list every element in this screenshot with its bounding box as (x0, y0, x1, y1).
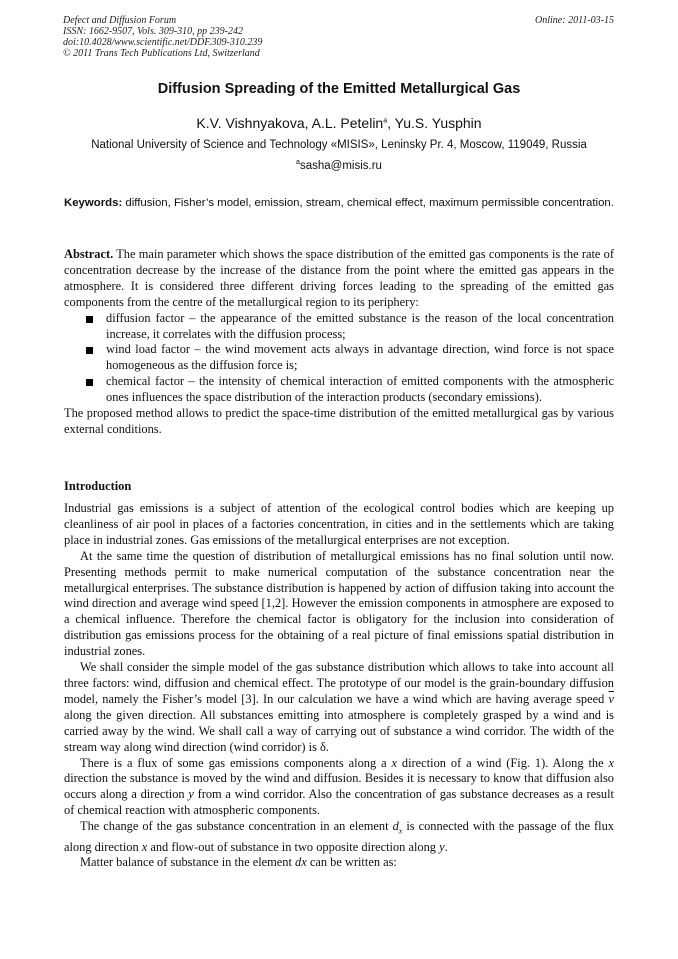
math-var: dx (295, 855, 307, 870)
authors-rest: , Yu.S. Yusphin (387, 115, 482, 131)
paper-title: Diffusion Spreading of the Emitted Metallurgical Gas (157, 81, 521, 97)
introduction-section (64, 501, 614, 871)
list-item (64, 311, 614, 343)
abstract-intro-text: The main parameter which shows the space distribution of the emitted gas components is the rate of concentration decrease by the increase of the distance from the point where the emitted gas appears in the atmosphere. It is considered three different driving forces leading to the spreading of the emitted gas components from the centre of the metallurgical region to its periphery: (64, 247, 614, 309)
list-item-text: chemical factor – the intensity of chemical interaction of emitted components with the atmospheric ones influences the space distribution of the interaction products (secondary emissions). (106, 374, 614, 405)
text-span: direction the substance is moved by the wind and diffusion. Besides it is necessary to know that diffusion also occurs along a direction (64, 771, 614, 802)
bullet-square-icon (86, 347, 93, 354)
text-span: and flow-out of substance in two opposite direction along (147, 839, 440, 854)
list-item-text: wind load factor – the wind movement acts always in advantage direction, wind force is not space homogeneous as the diffusion force is; (106, 342, 614, 373)
text-span: . (444, 839, 448, 854)
doi-line[interactable]: doi:10.4028/www.scientific.net/DDF.309-310.239 (63, 37, 263, 48)
abstract-intro (64, 247, 614, 311)
list-item (64, 374, 614, 406)
journal-header (63, 15, 262, 59)
math-var: y (188, 787, 194, 802)
bullet-square-icon (86, 316, 93, 323)
text-span: is connected with the passage of the flux along direction (64, 819, 614, 854)
author-list (0, 115, 678, 131)
text-span: direction of a wind (Fig. 1). Along the (397, 755, 609, 770)
abstract-section (64, 247, 614, 438)
introduction-heading: Introduction (64, 479, 132, 493)
journal-name: Defect and Diffusion Forum (63, 15, 177, 26)
math-var: x (141, 839, 148, 854)
math-subscript: x (398, 826, 403, 836)
abstract-label: Abstract. (64, 247, 114, 261)
list-item (64, 342, 614, 374)
copyright-line: © 2011 Trans Tech Publications Ltd, Switzerland (63, 48, 260, 59)
text-span: There is a flux of some gas emissions components along a (80, 755, 392, 770)
text-span: along the given direction. All substances emitting into atmosphere is completely grasped by a wind and is carried away by the wind. We shall call a way of carrying out of substance a wind corridor. The width of the stream way along wind direction (wind corridor) is δ. (64, 707, 614, 754)
contact-email (0, 160, 678, 172)
intro-paragraph-1: Industrial gas emissions is a subject of attention of the ecological control bodies which are keeping up cleanliness of air pool in places of a factories concentration, in cities and in the settlements which are taking place in industrial zones. Gas emissions of the metallurgical enterprises are not exception. (64, 501, 614, 547)
bullet-square-icon (86, 379, 93, 386)
affiliation: National University of Science and Technology «MISIS», Leninsky Pr. 4, Moscow, 119049, Russia (91, 139, 587, 151)
math-var: x (391, 755, 397, 770)
email-marker: a (296, 159, 300, 167)
intro-paragraph-6 (64, 855, 614, 871)
math-var: d (392, 819, 399, 834)
keywords-section (64, 196, 614, 211)
math-var: y (439, 839, 445, 854)
text-span: Matter balance of substance in the element (80, 855, 296, 870)
intro-paragraph-3 (64, 660, 614, 755)
intro-paragraph-4 (64, 756, 614, 820)
authors-main: K.V. Vishnyakova, A.L. Petelin (196, 115, 384, 131)
keywords-label: Keywords: (64, 197, 123, 209)
abstract-closing: The proposed method allows to predict the space-time distribution of the emitted metallurgical gas by various external conditions. (64, 406, 614, 436)
velocity-symbol: $\overline{v}$ (608, 691, 614, 706)
intro-paragraph-2: At the same time the question of distribution of metallurgical emissions has no final solution until now. Presenting methods permit to make numerical computation of the substance concentration near the metallurgical enterprises. The substance distribution is happened by action of diffusion taking into account the wind direction and average wind speed [1,2]. However the emission components in atmosphere are exposed to a chemical influence. Therefore the chemical factor is obligatory for the inclusion into consideration of distribution gas emissions process for the obtaining of a real picture of final emissions spatial distribution in industrial zones. (64, 548, 614, 659)
list-item-text: diffusion factor – the appearance of the emitted substance is the reason of the local concentration increase, it correlates with the diffusion process; (106, 310, 614, 341)
abstract-factor-list (64, 311, 614, 406)
text-span: We shall consider the simple model of the gas substance distribution which allows to take into account all three factors: wind, diffusion and chemical effect. The prototype of our model is the grain-boundary diffusion model, namely the Fisher’s model [3]. In our calculation we have a wind which are having average speed (64, 660, 614, 706)
text-span: The change of the gas substance concentration in an element (80, 819, 393, 834)
intro-paragraph-5 (64, 819, 614, 855)
text-span: from a wind corridor. Also the concentration of gas substance decreases as a result of chemical reaction with atmospheric components. (64, 787, 614, 818)
math-var: x (608, 755, 615, 770)
text-span: can be written as: (306, 855, 397, 870)
author-affil-marker: a (383, 117, 388, 125)
online-date: Online: 2011-03-15 (535, 15, 614, 26)
email-address[interactable]: sasha@misis.ru (299, 160, 382, 172)
issn-line: ISSN: 1662-9507, Vols. 309-310, pp 239-242 (63, 26, 243, 37)
keywords-text: diffusion, Fisher’s model, emission, stream, chemical effect, maximum permissible concentration. (122, 197, 614, 209)
